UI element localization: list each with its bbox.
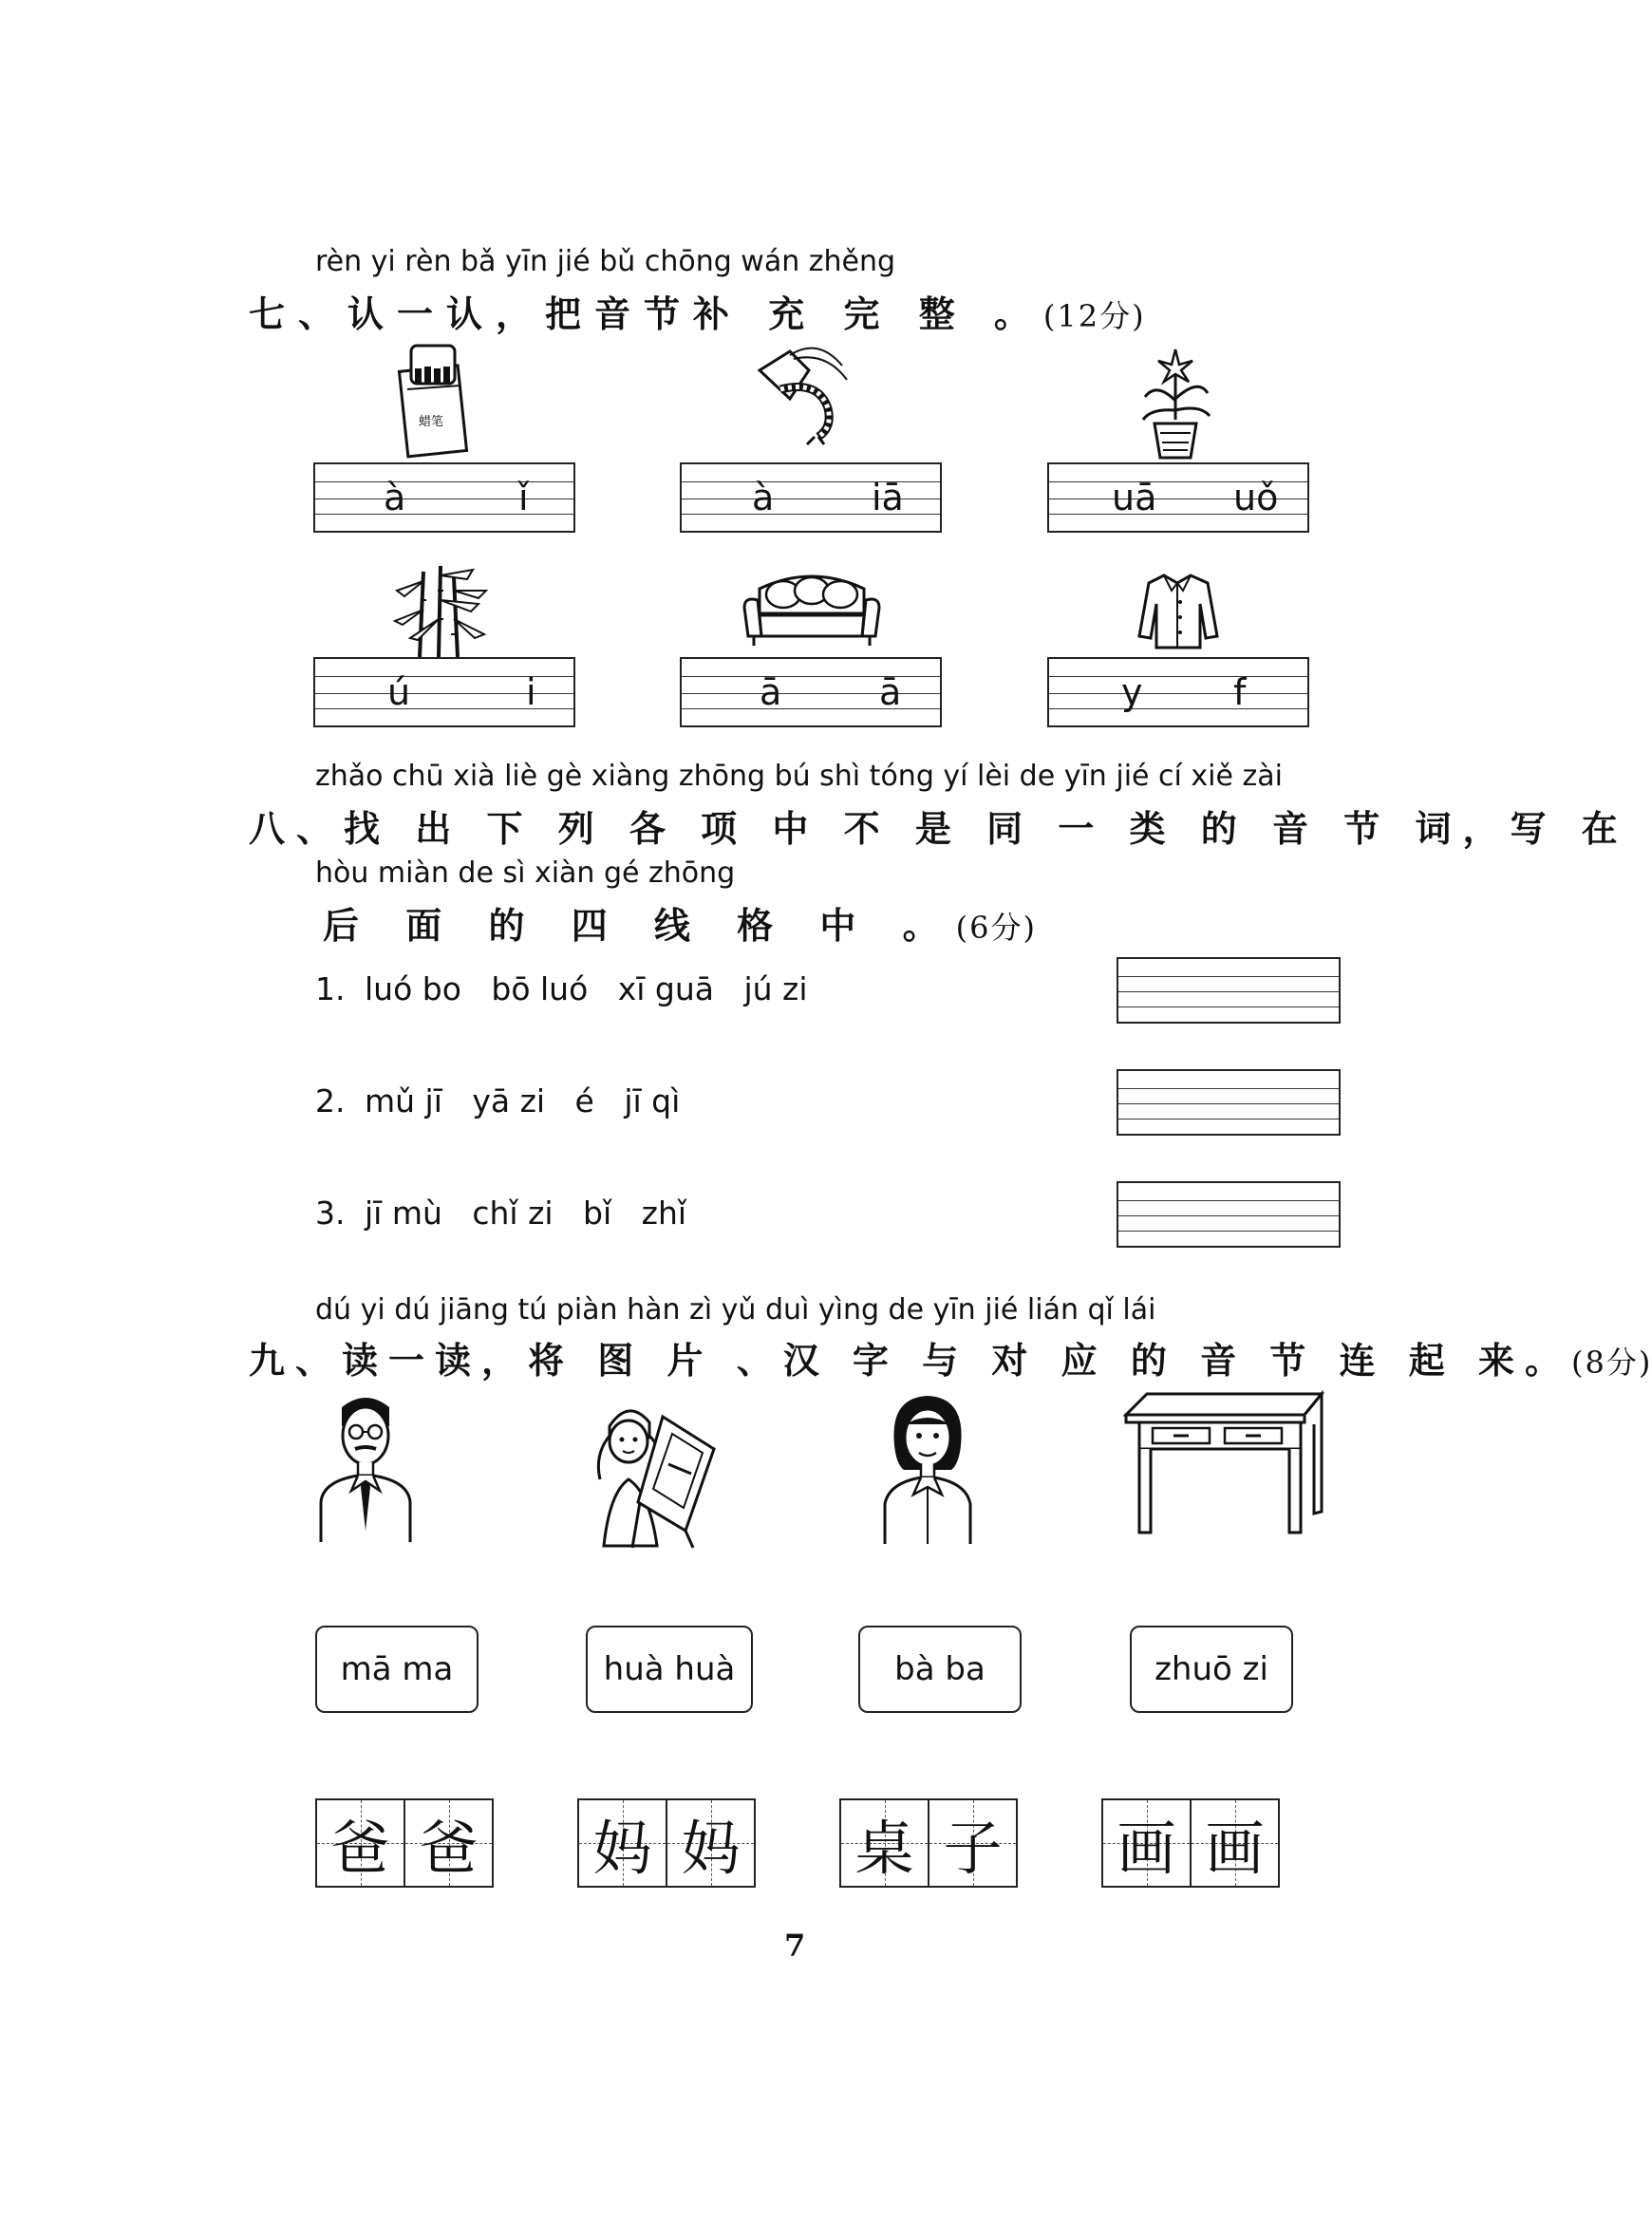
question-number: 1. [315, 970, 346, 1007]
syllable-part-b: ǐ [518, 477, 529, 518]
bamboo-icon [391, 562, 496, 657]
four-line-grid-1[interactable] [313, 462, 575, 533]
four-line-grid-2[interactable] [680, 462, 942, 533]
hanzi-word-mama[interactable] [577, 1798, 756, 1888]
hanzi-cell [1103, 1800, 1190, 1886]
girl-painting-picture-icon[interactable] [581, 1388, 733, 1548]
grid-line [1118, 1231, 1339, 1232]
section7-pinyin: rèn yi rèn bǎ yīn jié bǔ chōng wán zhěng [315, 245, 896, 278]
hanzi-char: 画 [1205, 1813, 1265, 1883]
question-number: 3. [315, 1195, 346, 1232]
hanzi-char: 画 [1117, 1813, 1176, 1883]
grid-line [1118, 991, 1339, 992]
hanzi-cell [317, 1800, 404, 1886]
question-2 [315, 1082, 680, 1119]
pinyin-box-baba[interactable]: bà ba [858, 1626, 1022, 1713]
syllable-part-a: à [384, 477, 406, 518]
potted-flower-icon [1137, 344, 1213, 461]
hanzi-char: 妈 [592, 1813, 652, 1883]
section8-pinyin-1: zhǎo chū xià liè gè xiàng zhōng bú shì tóng yí lèi de yīn jié cí xiě zài [315, 760, 1283, 793]
four-line-grid-5[interactable] [680, 657, 942, 727]
mother-picture-icon[interactable] [875, 1388, 980, 1544]
syllable-part-a: ú [387, 671, 411, 713]
grid-line [1049, 708, 1307, 709]
question-3 [315, 1195, 686, 1232]
desk-picture-icon[interactable] [1118, 1390, 1327, 1542]
section9-score: (8分) [1571, 1345, 1652, 1381]
grid-line [1049, 676, 1307, 677]
hanzi-cell [579, 1800, 666, 1886]
father-picture-icon[interactable] [313, 1388, 418, 1542]
grid-line [1118, 976, 1339, 977]
syllable-part-a: à [752, 477, 775, 518]
grid-line [1118, 1215, 1339, 1216]
answer-grid-3[interactable] [1117, 1181, 1341, 1248]
question-words: luó bo bō luó xī guā jú zi [365, 970, 808, 1007]
hanzi-cell [928, 1800, 1016, 1886]
grid-line [1118, 1103, 1339, 1104]
hanzi-word-zhuozi[interactable] [839, 1798, 1018, 1888]
syllable-part-b: i [526, 671, 536, 713]
section8-title-2-text: 后 面 的 四 线 格 中 。 [323, 904, 956, 947]
section7-score: (12分) [1042, 298, 1146, 334]
syllable-part-b: f [1233, 671, 1247, 713]
section8-title-1: 八、找 出 下 列 各 项 中 不 是 同 一 类 的 音 节 词，写 在 [249, 807, 1629, 850]
section7-title-text: 七、认一认，把音节补 充 完 整 。 [249, 292, 1043, 335]
four-line-grid-3[interactable] [1047, 462, 1309, 533]
hanzi-cell [666, 1800, 754, 1886]
syllable-part-b: uǒ [1233, 477, 1279, 518]
shrimp-icon [752, 342, 856, 446]
section9-pinyin: dú yi dú jiāng tú piàn hàn zì yǔ duì yìng de yīn jié lián qǐ lái [315, 1293, 1156, 1326]
grid-line [315, 514, 573, 515]
pinyin-box-mama[interactable]: mā ma [315, 1626, 479, 1713]
answer-grid-2[interactable] [1117, 1069, 1341, 1136]
hanzi-char: 爸 [419, 1813, 479, 1883]
sofa-icon [741, 570, 883, 649]
pinyin-box-huahua[interactable]: huà huà [586, 1626, 753, 1713]
hanzi-word-baba[interactable] [315, 1798, 494, 1888]
grid-line [1118, 1200, 1339, 1201]
section8-score: (6分) [955, 910, 1037, 946]
crayon-label: 蜡笔 [419, 415, 444, 429]
syllable-part-b: iā [872, 477, 904, 518]
hanzi-cell [841, 1800, 928, 1886]
question-number: 2. [315, 1082, 346, 1119]
four-line-grid-4[interactable] [313, 657, 575, 727]
hanzi-word-huahua[interactable] [1101, 1798, 1280, 1888]
hanzi-char: 子 [943, 1813, 1003, 1883]
hanzi-char: 妈 [681, 1813, 741, 1883]
question-words: mǔ jī yā zi é jī qì [365, 1082, 681, 1119]
shirt-icon [1136, 570, 1219, 649]
hanzi-char: 爸 [330, 1813, 390, 1883]
four-line-grid-6[interactable] [1047, 657, 1309, 727]
section9-title-text: 九、读一读，将 图 片 、汉 字 与 对 应 的 音 节 连 起 来。 [249, 1339, 1571, 1382]
syllable-part-b: ā [879, 671, 902, 713]
pinyin-box-zhuozi[interactable]: zhuō zi [1130, 1626, 1293, 1713]
syllable-part-a: uā [1112, 477, 1157, 518]
question-1 [315, 970, 808, 1007]
hanzi-cell [1190, 1800, 1278, 1886]
grid-line [315, 481, 573, 482]
section8-pinyin-2: hòu miàn de sì xiàn gé zhōng [315, 856, 736, 890]
section8-title-2 [323, 896, 1037, 949]
hanzi-char: 桌 [854, 1813, 914, 1883]
hanzi-cell [404, 1800, 492, 1886]
grid-line [1118, 1088, 1339, 1089]
section7-title [249, 285, 1146, 337]
syllable-part-a: ā [760, 671, 782, 713]
crayon-box-icon [394, 340, 470, 458]
question-words: jī mù chǐ zi bǐ zhǐ [365, 1195, 687, 1232]
answer-grid-1[interactable] [1117, 957, 1341, 1024]
syllable-part-a: y [1121, 671, 1143, 713]
page-number: 7 [784, 1928, 806, 1964]
grid-line [1049, 693, 1307, 694]
section9-title [249, 1331, 1652, 1383]
